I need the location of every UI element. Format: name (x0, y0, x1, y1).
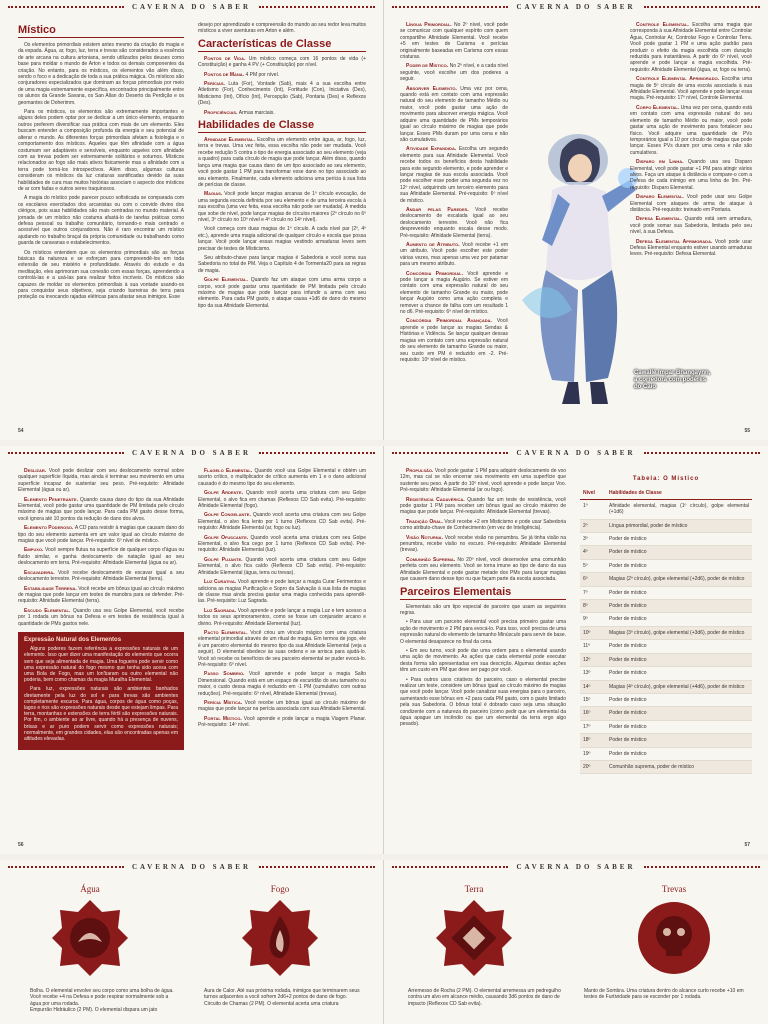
level-cell: 6º (580, 573, 606, 586)
paragraph: • Em seu turno, você pode dar uma ordem para o elemental usando uma ação de movimento. As ações que cada elemental pode executar desta forma são apresentadas em sua descrição. Algumas destas ações têm um custo em PM que deve ser pago por você. (400, 647, 566, 674)
powers-list-2 (630, 22, 752, 258)
power-text: Uma vez por cena, quando está em contato com uma expressão natural do seu elemento de tamanho Médio ou maior, você pode gastar uma ação de movimento para fortalecer seu físico. Você adquire uma quantidade de PVs temporários igual a 10 por círculo de magias que pode lançar. Esses PVs duram por uma cena e não são cumulativos. (630, 104, 752, 156)
dark-text: Manto de Sombra. Uma criatura dentro do alcance curto recebe +10 em testes de Furtividade para se esconder por 1 rodada. (584, 988, 744, 1001)
abilities-cell: Poder de místico (606, 693, 752, 706)
power-name: Golpe Ardente. (204, 490, 246, 497)
power-text: Você aprende e pode lançar a magia Luz e tem acesso a todos os seus aprimoramentos, como se fosse um conjurador arcano e divino. Pré-requisito: Afinidade Elemental (luz). (198, 607, 366, 627)
running-head: CAVERNA DO SABER (0, 0, 383, 14)
running-head: CAVERNA DO SABER (0, 446, 383, 460)
table-title: Tabela: O Místico (632, 476, 700, 482)
level-cell: 16º (580, 707, 606, 720)
power-text: Quando causa dano do tipo da sua Afinidade Elemental, você pode gastar uma quantidade de PM limitada pelo círculo máximo de magias que pode lançar. Para cada PM gasto desse forma, você ignora até 10 pontos da redução de dano dos alvos. (18, 496, 185, 522)
power-name: Controle Elemental Aprimorado. (636, 76, 722, 83)
table-row (580, 653, 752, 666)
power-entry (198, 191, 366, 223)
class-table (580, 488, 752, 774)
earth-emblem-icon (434, 898, 514, 978)
power-name: Andar pelas Paredes. (406, 206, 476, 213)
table-row (580, 546, 752, 559)
power-name: Golpe Congelante. (204, 512, 253, 519)
power-entry (198, 255, 366, 274)
table-row (580, 734, 752, 747)
power-entry (630, 105, 752, 156)
abilities-cell: Poder de místico (606, 533, 752, 546)
abilities-cell: Poder de místico (606, 707, 752, 720)
power-text: Você aprende e pode lançar a magia Curar Ferimentos e adiciona as magias Purificação e Sopro da Salvação à sua lista de magias de classe mas ainda precisa gastar uma magia conhecida para aprendê-las. Pré-requisito: Luz Sagrada. (198, 579, 366, 605)
page-number: 54 (18, 428, 24, 434)
power-text: Luta (For), Vontade (Sab), mais 4 a sua escolha entre Atletismo (For), Conhecimento (Int), Fortitude (Con), Iniciativa (Des), Misticismo (Int), Ofício (Int), Percepção (Sab), Pontaria (Des) e Reflexos (Des). (198, 81, 367, 107)
power-entry (630, 76, 752, 102)
powers-list (400, 22, 508, 363)
spread-2 (0, 446, 768, 854)
column-1 (400, 468, 566, 731)
power-name: Concórdia Primordial. (406, 270, 468, 277)
power-text: Você aprende e pode lançar a magia Viagem Planar. Pré-requisito: 14º nível. (198, 715, 366, 729)
level-cell: 12º (580, 653, 606, 666)
table-row (580, 680, 752, 693)
table-row (580, 613, 752, 626)
paragraph: Os elementos primordiais existem antes mesmo da criação do magia e da espada. Água, ar, fogo, luz, terra e trevas são considerados a essência de arte arcana na cultura artoniana, sendo utilizados pelos deuses como base para moldar o mundo de Arton e todos os demais componentes da criação. No entanto, para os místicos, os elementos vão além disso, sendo o foco e a dedicação de toda a sua prática mágica. Os místicos são conjuradores especializados que dominam as forças primordiais por meio de uma magia extremamente específica, encontrados principalmente entre os alunos da Grande Savana, os San Allan do Deserto da Perdição e os geomantes de Doherimm. (18, 42, 184, 106)
power-entry (630, 194, 752, 213)
spread-1 (0, 0, 768, 440)
power-name: Concórdia Primordial Avançada. (406, 318, 497, 325)
level-cell: 8º (580, 600, 606, 613)
water-text (30, 988, 180, 1014)
table-row (580, 626, 752, 639)
power-text: Quando faz um teste de resistência, você pode gastar 1 PM para receber um bônus igual ao círculo máximo de magias que pode lançar. Pré-requisito: Afinidade Elemental (trevas). (400, 496, 566, 516)
paragraph: Alguns poderes fazem referência a expressões naturais de um elemento. Isso quer dizer uma manifestação do elemento que ocorra sem que seja alimentada de magia. Uma fogueira pode servir como uma expressão natural do fogo mesmo que tenha sido acesa com uma Bola de Fogo, mas um lon'baram ou outro elemental não poderia, bem como chamas da magia Muralha Elemental. (24, 646, 178, 684)
table-header-abilities: Habilidades de Classe (606, 488, 752, 499)
column-2 (580, 476, 752, 774)
column-1 (18, 468, 184, 755)
power-text: Quando usa seu Golpe Elemental, você recebe por 1 rodada um bônus na Defesa e em testes de resistência igual à quantidade de PMs gastos nele. (18, 607, 184, 627)
power-name: Deslizar. (24, 468, 49, 474)
power-entry (400, 318, 508, 363)
power-name: Luz Curativa. (204, 579, 238, 586)
running-head: CAVERNA DO SABER (384, 860, 768, 874)
power-entry (18, 570, 184, 583)
level-cell: 14º (580, 680, 606, 693)
power-name: Portal Místico. (204, 715, 244, 722)
power-entry (400, 557, 566, 583)
power-entry (400, 207, 508, 239)
paragraph: A magia do místico pode parecer pouco sofisticada se comparada com os escolares exercitados dos arcanistas ou com o convido divino dos clérigos, pois suas habilidades são mais centradas no mundo material. A jornada de um místico não costuma afastá-lo de tarefas práticas como defesa pessoal ou trabalho comunitário, tornando-o mais centrado e acessível que outros conjuradores. Não é raro encontrar um místico ajudando no trabalho braçal da própria comunidade ou trabalhando como guarda de caravanas e estabelecimentos. (18, 195, 184, 247)
fire-emblem-icon (240, 898, 320, 978)
power-entry (198, 468, 366, 487)
power-name: Afinidade Elemental. (204, 137, 258, 144)
powers-list (18, 468, 184, 627)
abilities-cell: Poder de místico (606, 600, 752, 613)
intro-continued: desejo por aprendizado e compreensão do mundo ao seu redor leva muitos místicos a viver aventuras em Arton e além. (198, 22, 366, 35)
table-row (580, 573, 752, 586)
power-text: Você recebe visão no penumbra. Se já tinha visão na penumbra, recebe visão no escuro. Pré-requisito: Afinidade Elemental (trevas). (400, 534, 566, 554)
power-text: Você pode gastar 1 PM para adquirir deslocamento de voo 12m, mas caí se não encerrar seu movimento em uma superfície que sustente seu peso. A partir do 10º nível, você aprende e pode lançar Voo. Pré-requisito: Afinidade Elemental (ar ou fogo). (400, 468, 567, 494)
power-name: Corpo Elemental. (636, 104, 681, 111)
power-text: Você recebe deslocamento de escavar igual a seu deslocamento terrestre. Pré-requisito: Afinidade Elemental (terra). (18, 569, 184, 583)
power-text: Você pode usar Defesa Elemental enquanto estiver usando armaduras leves. Pré-requisito: Defesa Elemental. (630, 238, 752, 258)
power-entry (198, 81, 366, 107)
power-text: Você aprende e pode lançar as magias Sendas & Histórias e Vidência. Se lançar qualquer dessas magias em contato com uma expressão natural do seu elemento de tamanho Grande ou maior, seu custo em PM é reduzido em -2. Pré-requisito: 10º nível de místico. (400, 318, 508, 363)
power-entry (18, 608, 184, 627)
running-head: CAVERNA DO SABER (384, 0, 768, 14)
table-row (580, 747, 752, 760)
power-text: Quando você acerta uma criatura com seu Golpe Elemental, o alvo fica em chamas (Reflexos CD Sab evita). Pré-requisito: Afinidade Elemental (fogo). (198, 490, 366, 510)
power-name: Propulsão. (406, 468, 435, 474)
power-entry (18, 586, 184, 605)
power-name: Pacto Elemental. (204, 629, 251, 636)
power-entry (198, 579, 366, 605)
power-text: Quando você usa Golpe Elemental e obtém um acerto crítico, o multiplicador de crítico aumenta em 1 e o dano adicional causado é do mesmo tipo do seu elemento. (198, 468, 366, 487)
power-entry (400, 271, 508, 316)
power-text: Você sempre flutua na superfície de qualquer corpo d'água ou fluido similar, e ganha deslocamento de natação igual ao seu deslocamento em terra. Pré-requisito: Afinidade Elemental (água ou ar). (18, 547, 185, 567)
sidebar-box (18, 632, 184, 750)
power-name: Magias. (204, 191, 225, 198)
power-name: Estabilidade Terrena. (24, 585, 79, 592)
column-2 (198, 22, 366, 312)
power-entry (198, 535, 366, 554)
power-entry (400, 535, 566, 554)
abilities-cell: Poder de místico (606, 613, 752, 626)
power-text: No 2º nível, você pode se comunicar com qualquer espírito com quem compartilhe Afinidade Elemental. Você recebe +5 em testes de Carisma e perícias originalmente baseadas em Carisma com essas criaturas. (400, 22, 508, 61)
power-entry (198, 608, 366, 627)
power-text: No 20º nível, você desenvolve uma comunhão perfeita com seu elemento. Você se torna imune ao tipo de dano da sua Afinidade Elemental e pode gastar metade dos PMs para lançar magias que causem dano desse tipo ou que façam parte da escola associada. (400, 556, 566, 583)
level-cell: 19º (580, 747, 606, 760)
level-cell: 5º (580, 559, 606, 572)
fire-power-2: Circuito de Chamas (2 PM). O elemental acerta uma criatura (204, 1000, 339, 1007)
power-name: Comunhão Suprema. (406, 556, 458, 563)
power-name: Resistência Cadavérica. (406, 496, 468, 503)
power-entry (18, 547, 184, 566)
page-56 (0, 446, 384, 854)
abilities-cell: Comunhão suprema, poder de místico (606, 760, 752, 773)
power-name: Pontos de Vida. (204, 55, 249, 62)
power-entry (198, 226, 366, 252)
power-entry (18, 525, 184, 544)
fire-power-1: Aura de Calor. Até sua próxima rodada, inimigos que terminarem seus turnos adjacentes a você sofrem 2d6+2 pontos de dano de fogo. (204, 988, 360, 1001)
power-name: Absorver Elemento. (406, 85, 461, 92)
power-entry (198, 512, 366, 531)
level-cell: 7º (580, 586, 606, 599)
power-entry (630, 22, 752, 73)
power-text: Quando você acerta uma criatura com seu Golpe Elemental, o alvo fica caído (Reflexos CD Sab evita). Pré-requisito: Afinidade Elemental (água, terra ou trevas). (198, 556, 366, 576)
powers-list (400, 468, 566, 583)
column-1 (400, 22, 508, 366)
level-cell: 3º (580, 533, 606, 546)
power-text: Quando usa seu Disparo Elemental, você pode gastar +1 PM para atingir vários alvos. Faça um ataque à distância e compare-o com a Defesa de cada inimigo em uma linha de 9m. Pré-requisito: Disparo Elemental. (630, 159, 752, 191)
table-row (580, 760, 752, 773)
power-text: Você recebe +2 em Misticismo e pode usar Sabedoria como atributo-chave de Conhecimento (em vez de Inteligência). (400, 518, 566, 532)
power-name: Controle Elemental. (636, 22, 693, 28)
power-entry (400, 468, 566, 494)
table-row (580, 586, 752, 599)
power-text: Você começa com duas magias de 1º círculo. A cada nível par (2º, 4º etc.), aprende uma magia adicional de qualquer círculo e escola que possa lançar. Você pode lançar essas magias vestindo armaduras leves sem precisar de testes de Misticismo. (198, 226, 366, 252)
power-name: Elemento Poderoso. (24, 525, 75, 532)
paragraph: • Para outros usos criativos do parceiro, caso o elemental precise realizar um teste, considere um bônus igual ao círculo máximo de magias que você pode lançar. Você pode canalizar suas energias para o parceiro, aumentando esse bônus em +2 para cada PM gasto, com o gasto limitado pela sua Sabedoria. O bônus total é dobrado caso seja uma situação condizente com a natureza do parceiro (como pedir que um elemental da água apague um incêndio ou que um elemental da terra ergo algo pesado). (400, 676, 566, 728)
power-name: Proficiências. (204, 109, 239, 116)
power-entry (198, 110, 366, 116)
level-cell: 1º (580, 499, 606, 519)
running-head: CAVERNA DO SABER (384, 446, 768, 460)
water-title: Água (80, 884, 100, 894)
power-text: Quando está sem armadura, você pode somar sua Sabedoria, limitada pelo seu nível, à sua Defesa. (630, 216, 752, 236)
power-entry (198, 671, 366, 697)
abilities-cell: Poder de místico (606, 640, 752, 653)
power-text: A CD para resistir à magias que causam dano do tipo do seu elemento aumenta em um valor igual ao círculo máximo de magias que você pode lançar. Pré-requisito: 6º nível de místico. (18, 525, 184, 545)
level-cell: 20º (580, 760, 606, 773)
partners-intro: Elementais são um tipo especial de parceiro que usam as seguintes regras. (400, 603, 566, 616)
spread-3 (0, 860, 768, 1024)
power-entry (630, 159, 752, 191)
power-text: Você aprende e pode lançar a magia Salto Dimensional. Quando está em um espaço de escuridão do seu tamanho ou maior, o custo dessa magia é reduzido em -1 PM (cumulativo com outras reduções). Pré-requisito: 6º nível, Afinidade Elemental (trevas). (198, 671, 366, 697)
level-cell: 17º (580, 720, 606, 733)
power-name: Visão Noturna. (406, 534, 445, 541)
illustration-caption: Cawallê Impar Bhangaynn, a corredora com poderes do Caio (634, 370, 711, 390)
fire-title: Fogo (270, 884, 290, 894)
power-entry (400, 519, 566, 532)
table-row (580, 519, 752, 532)
power-text: Escolha uma magia de 5º círculo de uma escola associada à sua Afinidade Elemental. Você aprende e pode lançar essa magia. Pré-requisito: 17º nível, Controle Elemental. (630, 76, 752, 102)
box-text (24, 646, 178, 742)
power-name: Flagelo Elemental. (204, 468, 255, 474)
power-text: 4 PM por nível. (245, 71, 280, 78)
running-head: CAVERNA DO SABER (0, 860, 383, 874)
power-entry (198, 700, 366, 713)
power-name: Disparo em Linha. (636, 159, 688, 166)
power-name: Língua Primordial. (406, 22, 455, 28)
box-title: Expressão Natural dos Elementos (24, 636, 122, 643)
page-number: 55 (744, 428, 750, 434)
abilities-cell: Poder de místico (606, 720, 752, 733)
table-row (580, 640, 752, 653)
power-entry (630, 239, 752, 258)
page-54 (0, 0, 384, 440)
power-text: Quando você acerta uma criatura com seu Golpe Elemental, o alvo fica cego por 1 turno (Reflexos CD Sab evita). Pré-requisito: Afinidade Elemental (luz). (198, 534, 366, 554)
power-name: Atividade Expandida. (406, 146, 459, 153)
power-entry (198, 557, 366, 576)
abilities-list (198, 137, 366, 309)
abilities-cell: Magias (3º círculo), golpe elemental (+3d6), poder de místico (606, 626, 752, 639)
table-row (580, 720, 752, 733)
abilities-cell: Magias (4º círculo), golpe elemental (+4d6), poder de místico (606, 680, 752, 693)
paragraph: • Para usar um parceiro elemental você precisa primeiro gastar uma ação de movimento e 2 PM para evocá-lo. Para isso, você precisa de uma expressão natural do elemento de tamanho Minúsculo para servir de base. O elemental desaparece no final da cena. (400, 619, 566, 645)
features-list (198, 56, 366, 116)
partners-heading: Parceiros Elementais (400, 586, 566, 600)
powers-list-2 (198, 468, 366, 729)
abilities-heading: Habilidades de Classe (198, 119, 366, 133)
power-entry (400, 86, 508, 144)
power-name: Elemento Penetrante. (24, 496, 80, 503)
power-text: Você pode usar seu Golpe Elemental com ataques de arma de ataque à distância. Pré-requisito: treinado em Pontaria. (630, 194, 752, 213)
power-name: Golpe Pujante. (204, 556, 246, 563)
power-name: Defesa Elemental. (636, 216, 685, 223)
page-number: 56 (18, 842, 24, 848)
power-text: Você aprende e pode lançar a magia Augúrio. Se estiver em contato com uma expressão natural do seu elemento de tamanho Grande ou maior, pode lançar Augúrio como uma ação completa e remover a chance de falha com um resultado 1 no d6. Pré-requisito: 6º nível de místico. (400, 270, 508, 316)
dark-title: Trevas (661, 884, 687, 894)
darkness-emblem-icon (634, 898, 714, 978)
page-55 (384, 0, 768, 440)
abilities-cell: Poder de místico (606, 586, 752, 599)
power-text: No 2º nível, e a cada nível seguinte, você escolhe um dos poderes a seguir. (400, 63, 508, 83)
power-name: Passo Sombrio. (204, 671, 250, 678)
page-57 (384, 446, 768, 854)
power-text: Escolha uma magia que corresponda à sua Afinidade Elemental entre Controlar Água, Controlar Ar, Controlar Fogo e Controlar Terra. Você pode gastar 1 PM e uma ação padrão para produzir o efeito da magia escolhida com duração reduzida para instantânea. A partir do 6º nível, você aprende e pode lançar a magia escolhida. Pré-requisito: Afinidade Elemental (água, ar, fogo ou terra). (630, 22, 752, 73)
level-cell: 9º (580, 613, 606, 626)
abilities-cell: Poder de místico (606, 747, 752, 760)
abilities-cell: Magias (2º círculo), golpe elemental (+2d6), poder de místico (606, 573, 752, 586)
level-cell: 2º (580, 519, 606, 532)
level-cell: 10º (580, 626, 606, 639)
power-name: Pontos de Mana. (204, 71, 246, 78)
power-entry (400, 497, 566, 516)
power-name: Golpe Elemental. (204, 277, 251, 284)
paragraph: Para luz, expressões naturais são ambientes banhados diretamente pela luz do sol e para trevas são ambientes completamente escuros. Para água, corpos de água como poças, lagos e rios são expressões naturais desde que estejam limpas. Para terra, montanhas e extensões de terra fértil são expressões naturais. Por fim, o ambiente ao ar livre, quando há a presença de nuvens, brisas e ar puro podem servir como expressões naturais; normalmente, em grandes cidades, elas são encontradas apenas em altitudes elevadas. (24, 686, 178, 742)
paragraph: Para os místicos, os elementos são extremamente importantes e alguns deles podem optar por se dedicar a um único elemento, enquanto outros preferem diversificar sua prática com mais de um elemento. Eles buscam entender a composição profunda da energia e seu potencial de alterar o mundo. As diferentes forças primordiais afetam a fisiologia e o comportamento dos místicos. Aqueles que têm afinidade com a água costumam ser adaptáveis e sensíveis, enquanto aqueles com afinidade com as trevas podem ser extremamente solitários e soturnos. Místicos relacionados ao fogo são mais ativos fisicamente mas a afinidade com a terra pode torná-los introspectivos. Além disso, algumas culturas consideram os místicos da luz criaturas santificadas devido às suas habilidades de cura mas muitos histórias associam o aspecto dos místicos de ar com fadas e outros seres traquinosos. (18, 109, 184, 192)
power-text: Você recebe um bônus igual ao círculo máximo de magias que pode lançar em testes de manobra para se defender. Pré-requisito: Afinidade Elemental (terra). (18, 585, 184, 605)
table-body (580, 499, 752, 774)
power-text: Escolha um segundo elemento para sua Afinidade Elemental. Você recebe todos os benefícios desta habilidade para este segundo elemento, e pode aprender e lançar magias de sua escola associada. Você pode escolher esse poder uma segunda vez no 12º nível, adquirindo um terceiro elemento para sua Afinidade Elemental. Pré-requisito: 6º nível de místico. (400, 146, 509, 204)
page-59 (384, 860, 768, 1024)
power-text: Quando você acerta uma criatura com seu Golpe Elemental, o alvo fica lento por 1 turno (Reflexos CD Sab evita). Pré-requisito: Afinidade Elemental (ar, fogo ou luz). (198, 512, 366, 532)
power-entry (400, 242, 508, 268)
power-name: Perícias. (204, 81, 229, 88)
power-name: Empuxo. (24, 547, 45, 554)
level-cell: 15º (580, 693, 606, 706)
power-name: Disparo Elemental. (636, 194, 687, 201)
table-header-level: Nível (580, 488, 606, 499)
fire-text (204, 988, 364, 1007)
power-name: Poder de Místico. (406, 63, 450, 70)
power-entry (198, 137, 366, 188)
power-text: Quando faz um ataque com uma arma corpo a corpo, você pode gastar uma quantidade de PM limitada pelo círculo máximo de magias que pode lançar para infundir a arma com seu elemento. Para cada PM gasto, o ataque causa +1d6 de dano do mesmo tipo da sua Afinidade Elemental. (198, 277, 367, 309)
paragraph: Os místicos entendem que os elementos primordiais são as forças básicas da natureza e se esforçam para compreendê-los em toda extensão de seu mistério e profundidade. Através do estudo e da meditação, eles aprimoram sua conexão com essas forças, aprendendo a controlá-las e a usá-las para realizar feitos incríveis. Os místicos são capazes de moldar os elementos primordiais à sua vontade usando-os para conquistar seus objetivos, seja criando barreiras de terra para proteção ou invocando rajadas elétricas para afastar seus inimigos. Esse (18, 249, 184, 301)
earth-text: Arremesso de Rocha (2 PM). O elemental arremessa um pedregulho contra um alvo em alcance médio, causando 3d6 pontos de dano de impacto (Reflexos CD Sab evita). (408, 988, 561, 1007)
power-entry (400, 146, 508, 204)
column-1 (18, 22, 184, 304)
power-text: Escolha um elemento entre água, ar, fogo, luz, terra e trevas. Uma vez feita, essa escolha não pode ser mudada. Você recebe redução 5 contra o tipo de energia associado ao seu elemento (veja a quadro) para cada círculo de magia que pode lançar. Além disso, quando lança uma magia que causa dano de um tipo associado ao seu elemento, você pode gastar 1 PM para transformar esse dano no tipo associado ao seu elemento. Finalmente, cada elemento adiciona uma perícia à sua lista de perícias de classe. (198, 137, 366, 188)
power-entry (198, 72, 366, 78)
power-entry (198, 630, 366, 668)
power-entry (198, 56, 366, 69)
table-row (580, 499, 752, 519)
page-number: 57 (744, 842, 750, 848)
water-power-1: Bolha. O elemental envolve seu corpo como uma bolha de água. Você recebe +4 na Defesa e pode respirar normalmente sob a água por uma rodada. (30, 988, 174, 1007)
level-cell: 13º (580, 667, 606, 680)
table-row (580, 667, 752, 680)
power-text: Você recebe +1 em um atributo. Você pode escolher este poder várias vezes, mas apenas uma vez por patamar para um mesmo atributo. (400, 242, 508, 268)
abilities-cell: Língua primordial, poder de místico (606, 519, 752, 532)
level-cell: 18º (580, 734, 606, 747)
abilities-cell: Poder de místico (606, 734, 752, 747)
power-name: Escavadeira. (24, 569, 59, 576)
power-text: Você recebe deslocamento de escalada igual ao seu deslocamento terrestre. Você não fica desprevenido enquanto escala desse modo. Pré-requisito: Afinidade Elemental (terra). (400, 206, 508, 239)
power-name: Perícia Mística. (204, 700, 245, 706)
power-entry (400, 63, 508, 82)
level-cell: 11º (580, 640, 606, 653)
power-text: Armas marciais. (238, 109, 275, 116)
power-name: Luz Sagrada. (204, 607, 238, 614)
table-row (580, 559, 752, 572)
abilities-cell: Poder de místico (606, 546, 752, 559)
level-cell: 4º (580, 546, 606, 559)
power-text: Você pode lançar magias arcanas de 1º círculo evocação, de uma segunda escola definida por seu elemento e de uma terceira escola à sua escolha (uma vez feita, essa escolha não pode ser mudada). A medida que sobe de nível, pode lançar magias de círculos maiores (2º círculo no 6º nível, 3º círculo no 10º nível e 4º círculo no 14º nível). (198, 191, 366, 223)
power-text: Um místico começa com 16 pontos de vida (+ Constituição) e ganha 4 PV (+ Constituição) por nível. (198, 55, 366, 69)
character-illustration (512, 120, 644, 410)
intro-text (18, 42, 184, 301)
power-entry (198, 277, 366, 309)
water-emblem-icon (50, 898, 130, 978)
power-entry (198, 716, 366, 729)
table-row (580, 533, 752, 546)
partners-rules (400, 619, 566, 728)
abilities-cell: Poder de místico (606, 559, 752, 572)
power-text: Você pode deslizar com seu deslocamento normal sobre qualquer superfície líquida, mas ainda é terminar seu movimento em uma superfície incapaz de sustentar seu peso. Pré-requisito: Afinidade Elemental (água ou ar). (18, 468, 184, 494)
table-row (580, 600, 752, 613)
power-entry (630, 216, 752, 235)
power-text: Você recebe um bônus igual ao círculo máximo de magias que pode lançar na perícia associada com sua Afinidade Elemental. (198, 700, 366, 713)
abilities-cell: Poder de místico (606, 667, 752, 680)
page-58 (0, 860, 384, 1024)
power-entry (198, 490, 366, 509)
power-text: Seu atributo-chave para lançar magias é Sabedoria e você soma sua Sabedoria no total de PM. Veja o Capítulo 4 de Tormenta20 para as regras de magia. (198, 254, 366, 274)
abilities-cell: Poder de místico (606, 653, 752, 666)
power-name: Tradição Oral. (406, 518, 445, 525)
section-heading: Místico (18, 24, 184, 38)
earth-title: Terra (464, 884, 484, 894)
table-row (580, 707, 752, 720)
features-heading: Características de Classe (198, 38, 366, 52)
power-name: Escudo Elemental. (24, 607, 73, 614)
power-name: Defesa Elemental Aprimorada. (636, 238, 715, 245)
column-2 (198, 468, 366, 732)
power-text: Uma vez por cena, quando está em contato com uma expressão natural do seu elemento de tamanho Médio ou maior, você pode gastar uma ação de movimento para absorver energia mágica. Você adquire uma quantidade de PMs temporários igual ao círculo máximo de magias que pode lançar. Esses PMs duram por uma cena e não são cumulativos. (400, 85, 508, 143)
power-entry (18, 497, 184, 523)
water-power-2: Empurrão Hidráulico (2 PM). O elemental dispara um jato (30, 1007, 158, 1014)
power-name: Golpe Ofuscante. (204, 534, 251, 541)
power-entry (400, 22, 508, 60)
column-2 (630, 22, 752, 261)
table-row (580, 693, 752, 706)
power-name: Aumento de Atributo. (406, 242, 462, 248)
abilities-cell: Afinidade elemental, magias (1º círculo), golpe elemental (+1d6) (606, 499, 752, 519)
power-entry (18, 468, 184, 494)
power-text: Você criou um vínculo mágico com uma criatura elemental primordial através de um ritual de magia. Em termos de jogo, ele é um parceiro elemental do mesmo tipo da sua Afinidade Elemental (veja a seguir). O elemental obedece às suas ordens e se arrisca para ajudá-lo. Você só recebe os benefícios de seu parceiro elemental se puder evocá-lo. Pré-requisito: 6º nível. (198, 629, 367, 668)
